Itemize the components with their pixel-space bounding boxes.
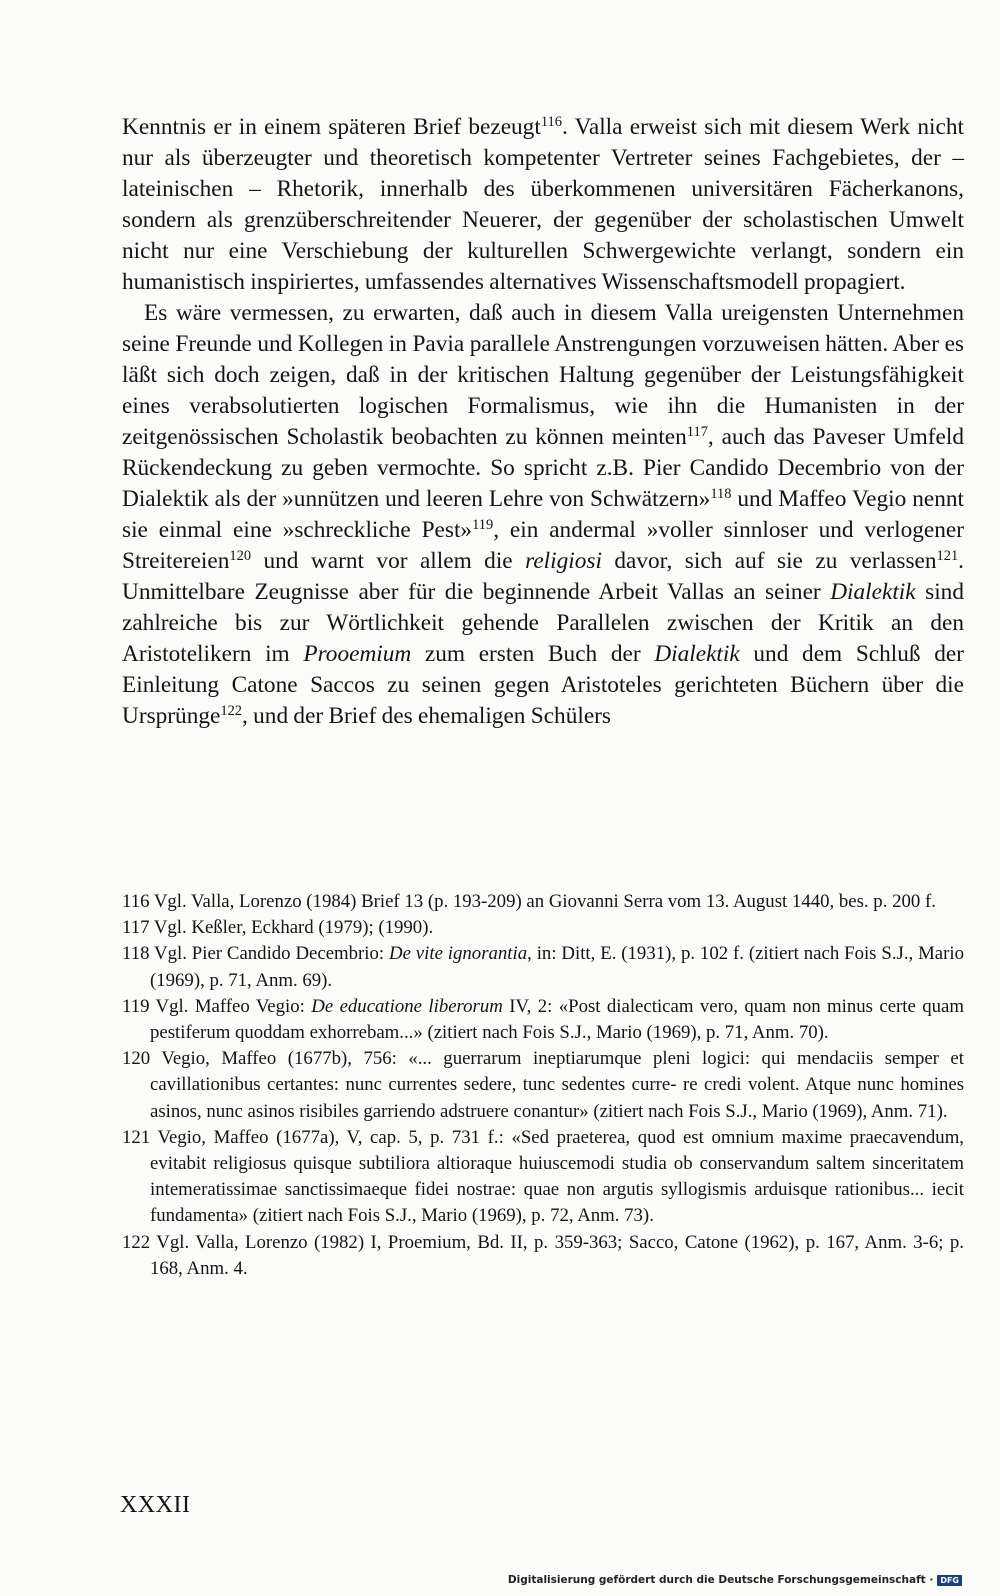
footnote-116: 116 Vgl. Valla, Lorenzo (1984) Brief 13 (p. 193-209) an Giovanni Serra vom 13. August 1440, bes. p. 200 f. — [122, 891, 936, 912]
page-number: XXXII — [120, 1492, 191, 1518]
footnote-ref: 117 — [686, 424, 708, 441]
footnote-118: 118 Vgl. Pier Candido Decembrio: De vite ignorantia, in: Ditt, E. (1931), p. 102 f. (zitiert nach Fois S.J., Mario (1969), p. 71, Anm. 69). — [122, 943, 965, 991]
italic-term: De educatione liberorum — [311, 995, 503, 1017]
footnote-ref: 122 — [220, 703, 242, 720]
italic-term: Prooemium — [303, 641, 412, 667]
digitization-notice-text: Digitalisierung gefördert durch die Deutsche Forschungsgemeinschaft · — [507, 1574, 934, 1586]
footnote-117: 117 Vgl. Keßler, Eckhard (1979); (1990). — [122, 917, 434, 939]
paragraph-1: Kenntnis er in einem späteren Brief bezeugt$^{116}$. Valla erweist sich mit diesem Werk nicht nur als überzeugter und theoretisch kompetenter Vertreter seines Fachgebietes, der – lateinischen – Rhetorik, innerhalb des überkommenen universitären Fächerkanons, sondern als grenzüberschreitender Neuerer, der gegenüber der scholastischen Umwelt nicht nur eine Verschiebung der kulturellen Schwergewichte verlangt, sondern ein humanistisch inspiriertes, umfassendes alternatives Wissenschaftsmodell propagiert. — [122, 114, 964, 295]
italic-term: Dialektik — [830, 579, 916, 605]
footnote-ref: 116 — [540, 114, 562, 131]
footnote-121: 121 Vegio, Maffeo (1677a), V, cap. 5, p. 731 f.: «Sed praeterea, quod est omnium maxime praecavendum, evitabit religiosus quisque subtiliora altioraque huiuscemodi studia ob conservandum saltem sinceritatem intemeratissimae sanctissimaeque fidei nostrae: quae non argutis syllogismis arduisque rationibus... iecit fundamenta» (zitiert nach Fois S.J., Mario (1969), p. 72, Anm. 73). — [122, 1126, 964, 1227]
italic-term: religiosi — [525, 548, 602, 574]
footnotes-list — [122, 889, 964, 1282]
footnote-ref: 119 — [472, 517, 494, 534]
italic-term: Dialektik — [654, 641, 740, 667]
footnote-122: 122 Vgl. Valla, Lorenzo (1982) I, Proemium, Bd. II, p. 359-363; Sacco, Catone (1962), p. 167, Anm. 3-6; p. 168, Anm. 4. — [122, 1231, 964, 1279]
footnote-ref: 121 — [936, 548, 959, 565]
footnote-ref: 120 — [229, 548, 252, 565]
main-body-text — [122, 112, 964, 732]
digitization-notice — [508, 1574, 962, 1586]
italic-term: De vite ignorantia — [389, 943, 528, 965]
dfg-logo: DFG — [937, 1575, 962, 1586]
paragraph-2: Es wäre vermessen, zu erwarten, daß auch in diesem Valla ureigensten Unternehmen seine Freunde und Kollegen in Pavia parallele Anstrengungen vorzuweisen hätten. Aber es läßt sich doch zeigen, daß in der kritischen Haltung gegenüber der Leistungsfähigkeit eines verabsolutierten logischen Formalismus, wie ihn die Humanisten in der zeitgenössischen Scholastik beobachten zu können meinten$^{117}$, auch das Paveser Umfeld Rückendeckung zu geben vermochte. So spricht z.B. Pier Candido Decembrio von der Dialektik als der »unnützen und leeren Lehre von Schwätzern»$^{118}$ und Maffeo Vegio nennt sie einmal eine »schreckliche Pest»$^{119}$, ein andermal »voller sinnloser und verlogener Streitereien$^{120}$ und warnt vor allem die religiosi davor, sich auf sie zu verlassen$^{121}$. Unmittelbare Zeugnisse aber für die beginnende Arbeit Vallas an seiner Dialektik sind zahlreiche bis zur Wörtlichkeit gehende Parallelen zwischen der Kritik an den Aristotelikern im Prooemium zum ersten Buch der Dialektik und dem Schluß der Einleitung Catone Saccos zu seinen gegen Aristoteles gerichteten Büchern über die Ursprünge$^{122}$, und der Brief des ehemaligen Schülers — [122, 300, 964, 729]
footnote-ref: 118 — [710, 486, 732, 503]
footnote-119: 119 Vgl. Maffeo Vegio: De educatione liberorum IV, 2: «Post dialecticam vero, quam non minus certe quam pestiferum quoddam exhorrebam...» (zitiert nach Fois S.J., Mario (1969), p. 71, Anm. 70). — [122, 995, 964, 1044]
footnote-120: 120 Vegio, Maffeo (1677b), 756: «... guerrarum ineptiarumque pleni logici: qui mendaciis semper et cavillationibus certantes: nunc currentes sedere, tunc sedentes curre- re credi volent. Atque nunc homines asinos, nunc asinos risibiles garriendo adstruere conantur» (zitiert nach Fois S.J., Mario (1969), Anm. 71). — [122, 1048, 964, 1122]
